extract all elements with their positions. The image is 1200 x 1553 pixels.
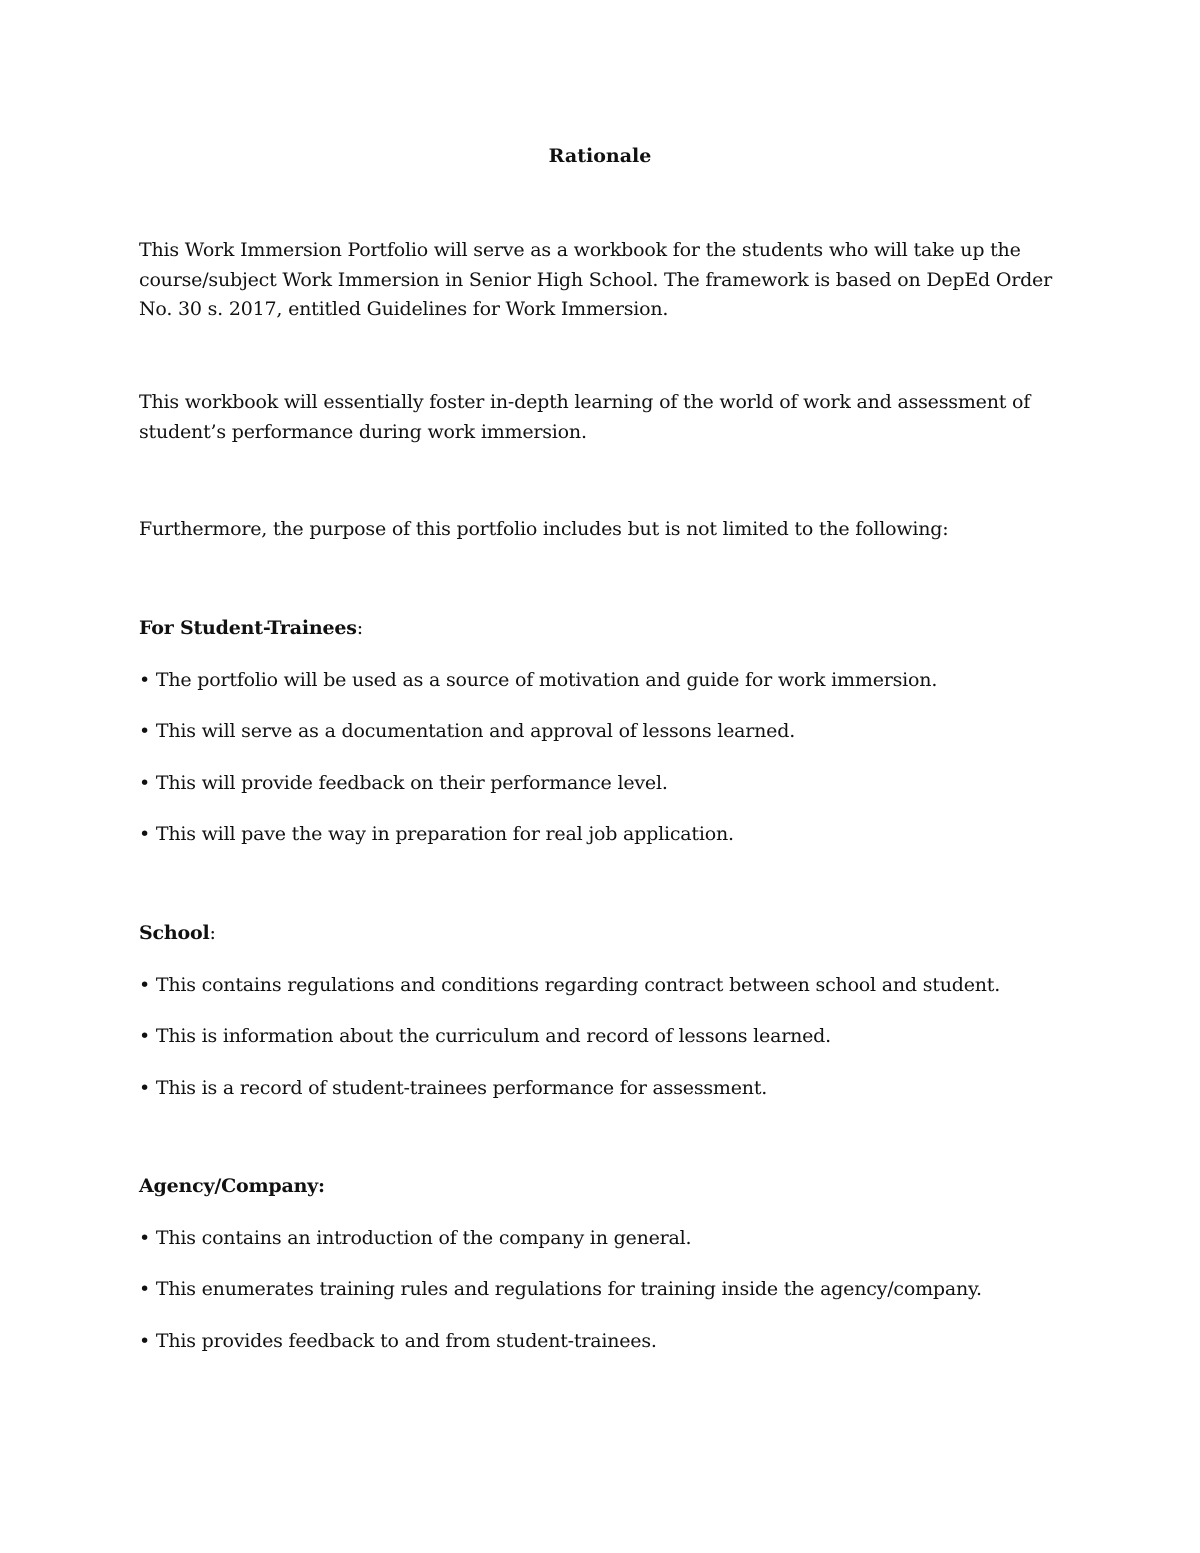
section-heading-suffix: : [356,617,363,639]
page-title: Rationale [548,145,652,167]
section-heading-suffix: : [209,922,216,944]
list-item: • The portfolio will be used as a source of motivation and guide for work immersion. [139,669,938,691]
section-heading-school [139,919,1069,947]
list-item: • This enumerates training rules and regulations for training inside the agency/company. [139,1278,982,1300]
list-item: • This is a record of student-trainees performance for assessment. [139,1077,768,1099]
section-heading-agency-company [139,1172,1069,1200]
intro-paragraph: This Work Immersion Portfolio will serve as a workbook for the students who will take up the course/subject Work Immersion in Senior High School. The framework is based on DepEd Order No. 30 s. 2017, entitled Guidelines for Work Immersion. [139,239,1052,320]
list-item: • This contains regulations and conditions regarding contract between school and student. [139,974,1001,996]
list-item: • This is information about the curriculum and record of lessons learned. [139,1025,831,1047]
list-item: • This will pave the way in preparation for real job application. [139,823,734,845]
intro-paragraph: This workbook will essentially foster in-depth learning of the world of work and assessment of student’s performance during work immersion. [139,391,1031,443]
section-heading-text: For Student-Trainees [139,617,357,639]
section-heading-text: School [139,922,210,944]
section-heading-student-trainees [139,614,1069,642]
list-item: • This provides feedback to and from student-trainees. [139,1330,657,1352]
section-heading-text: Agency/Company: [139,1175,325,1197]
list-item: • This will provide feedback on their performance level. [139,772,668,794]
list-item: • This contains an introduction of the company in general. [139,1227,692,1249]
intro-paragraph: Furthermore, the purpose of this portfolio includes but is not limited to the following: [139,518,949,540]
list-item: • This will serve as a documentation and approval of lessons learned. [139,720,796,742]
